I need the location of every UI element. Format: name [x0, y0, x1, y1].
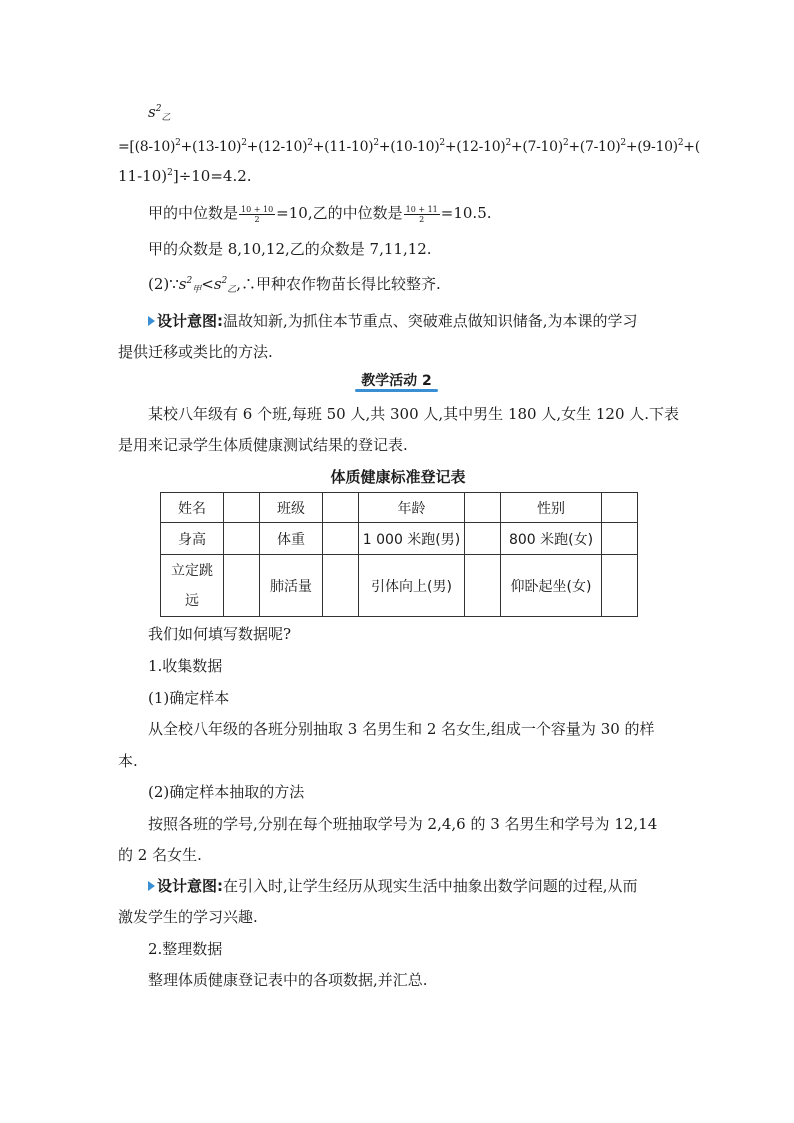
- design-intent-2: 设计意图:在引入时,让学生经历从现实生活中抽象出数学问题的过程,从而: [148, 876, 708, 896]
- formula-segment: 2: [505, 138, 511, 148]
- variance-symbol: $s^2_乙$: [148, 103, 171, 123]
- triangle-marker-icon: [148, 316, 155, 326]
- method-line-2: 的 2 名女生.: [118, 846, 202, 864]
- step-2-heading: 2.整理数据: [148, 940, 223, 958]
- formula-segment: +(11-10): [312, 139, 374, 155]
- formula-segment: 2: [562, 138, 569, 148]
- table-cell: 肺活量: [260, 555, 323, 617]
- table-cell: 身高: [161, 523, 224, 555]
- triangle-marker-icon: [148, 881, 155, 891]
- conclusion-line: $(2)\because s^2_甲<s^2_乙,\therefore$甲种农作物苗长得比较整齐.: [148, 275, 441, 295]
- intro-line-1: 某校八年级有 6 个班,每班 50 人,共 300 人,其中男生 180 人,女生 120 人.下表: [148, 405, 680, 423]
- table-cell[interactable]: [602, 493, 638, 523]
- table-cell: 800 米跑(女): [501, 523, 602, 555]
- table-cell: 1 000 米跑(男): [359, 523, 465, 555]
- table-cell: 仰卧起坐(女): [501, 555, 602, 617]
- design-intent-2-cont: 激发学生的学习兴趣.: [118, 908, 258, 926]
- table-cell: 立定跳 远: [161, 555, 224, 617]
- formula-segment: +(12-10): [246, 139, 308, 155]
- formula-segment: +(: [683, 139, 700, 155]
- sample-line-1: 从全校八年级的各班分别抽取 3 名男生和 2 名女生,组成一个容量为 30 的样: [148, 720, 655, 738]
- variance-symbol-line: [148, 102, 708, 122]
- step-1-1-heading: (1)确定样本: [148, 689, 230, 707]
- formula-segment: 2: [307, 138, 313, 148]
- table-cell: 班级: [260, 493, 323, 523]
- formula-segment: 2: [241, 138, 247, 148]
- step-2-text: 整理体质健康登记表中的各项数据,并汇总.: [148, 971, 428, 989]
- table-row: [161, 555, 638, 617]
- median-fraction-1: $\frac{10 + 10}{2}$: [241, 204, 274, 224]
- formula-segment: +(7-10): [510, 139, 563, 155]
- table-cell[interactable]: [224, 493, 260, 523]
- mode-line: 甲的众数是 8,10,12,乙的众数是 7,11,12.: [148, 240, 432, 258]
- table-cell[interactable]: [465, 493, 501, 523]
- table-cell[interactable]: [602, 555, 638, 617]
- method-line-1: 按照各班的学号,分别在每个班抽取学号为 2,4,6 的 3 名男生和学号为 12,14: [148, 815, 658, 833]
- table-cell: 性别: [501, 493, 602, 523]
- table-cell: 姓名: [161, 493, 224, 523]
- intro-line-2: 是用来记录学生体质健康测试结果的登记表.: [118, 436, 408, 454]
- formula-segment: +(12-10): [444, 139, 506, 155]
- design-intent-label: 设计意图:: [157, 312, 223, 330]
- step-1-heading: 1.收集数据: [148, 657, 223, 675]
- formula-segment: 2: [439, 138, 445, 148]
- design-intent-1-cont: 提供迁移或类比的方法.: [118, 343, 273, 361]
- sample-line-2: 本.: [118, 752, 138, 770]
- table-row: [161, 493, 638, 523]
- median-fraction-2: $\frac{10 + 11}{2}$: [405, 204, 438, 224]
- table-title: 体质健康标准登记表: [330, 468, 466, 486]
- formula-segment: 2: [620, 138, 626, 148]
- formula-segment: +(9-10): [625, 139, 678, 155]
- median-line: 甲的中位数是 $\frac{10 + 10}{2}$ =10,乙的中位数是 $\frac{10 + 11}{2}$ =10.5.: [148, 204, 492, 224]
- variance-formula-continuation: 11-10)$^2$]÷10=4.2.: [118, 167, 252, 185]
- table-cell[interactable]: [323, 493, 359, 523]
- activity-title: 教学活动 2: [355, 370, 438, 392]
- activity-title-underline: [355, 389, 438, 392]
- formula-segment: 2: [175, 138, 181, 148]
- formula-segment: +(10-10): [378, 139, 440, 155]
- table-row: [161, 523, 638, 555]
- table-cell[interactable]: [323, 523, 359, 555]
- formula-segment: 2: [373, 138, 379, 148]
- registration-table: [160, 492, 638, 617]
- variance-formula: [118, 137, 700, 157]
- table-cell[interactable]: [224, 523, 260, 555]
- step-1-2-heading: (2)确定样本抽取的方法: [148, 783, 305, 801]
- table-cell[interactable]: [323, 555, 359, 617]
- table-cell: 体重: [260, 523, 323, 555]
- formula-segment: =[(8-10): [118, 139, 176, 155]
- table-cell[interactable]: [465, 555, 501, 617]
- table-cell[interactable]: [602, 523, 638, 555]
- table-cell[interactable]: [465, 523, 501, 555]
- formula-segment: +(7-10): [568, 139, 621, 155]
- design-intent-1: 设计意图:温故知新,为抓住本节重点、突破难点做知识储备,为本课的学习: [148, 311, 708, 331]
- table-cell: 年龄: [359, 493, 465, 523]
- table-cell: 引体向上(男): [359, 555, 465, 617]
- formula-segment: +(13-10): [180, 139, 242, 155]
- formula-segment: 2: [677, 138, 684, 148]
- question-line: 我们如何填写数据呢?: [148, 625, 292, 643]
- table-cell[interactable]: [224, 555, 260, 617]
- design-intent-label: 设计意图:: [157, 877, 223, 895]
